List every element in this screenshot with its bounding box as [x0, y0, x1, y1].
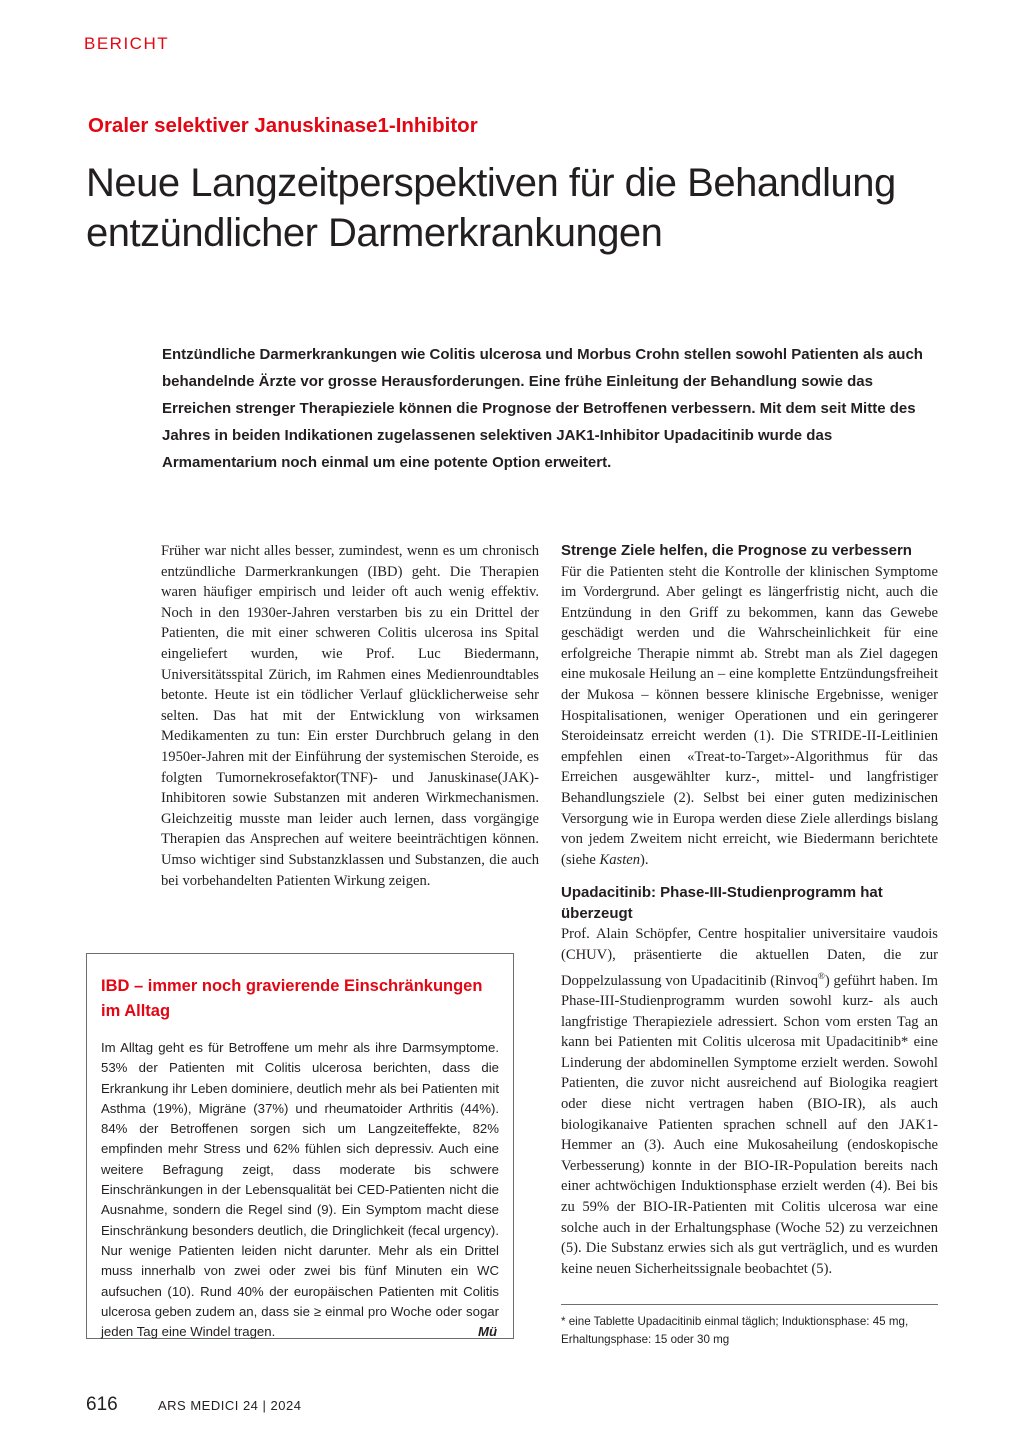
article-kicker: Oraler selektiver Januskinase1-Inhibitor [88, 114, 478, 137]
section2-heading: Upadacitinib: Phase-III-Studienprogramm hat überzeugt [561, 884, 883, 922]
section-rubric: BERICHT [84, 34, 170, 53]
article-headline: Neue Langzeitperspektiven für die Behandlung entzündlicher Darmerkrankungen [86, 161, 896, 255]
section2-body-text-cont: ) geführt haben. Im Phase-III-Studienprogramm wurden sowohl kurz- als auch langfristige Therapieziele adressiert. Schon vom ersten Tag an kann bei Patienten mit Colitis ulcerosa mit Upadacitinib* eine Linderung der abdominellen Symptome erzielt werden. Sowohl Patienten, die zuvor nicht ausreichend auf Biologika reagiert oder diese nicht vertragen haben (BIO-IR), als auch biologikanaive Patienten sprachen schnell auf den JAK1-Hemmer an (3). Auch eine Mukosaheilung (endoskopische Verbesserung) konnte in der BIO-IR-Population bereits nach einer achtwöchigen Induktionsphase erzielt werden (4). Bei bis zu 59% der BIO-IR-Patienten mit Colitis ulcerosa war eine solche auch in der Erhaltungsphase (Woche 52) zu verzeichnen (5). Die Substanz erwies sich als gut verträglich, und es wurden keine neuen Sicherheitssignale beobachtet (5). [561, 972, 938, 1277]
author-signature: Mü [477, 1324, 497, 1340]
registered-mark: ® [818, 970, 825, 981]
footnote-divider [561, 1304, 938, 1305]
section2-body-text: Prof. Alain Schöpfer, Centre hospitalier universitaire vaudois (CHUV), präsentierte die aktuellen Daten, die zur Doppelzulassung von Upadacitinib (Rinvoq [561, 926, 938, 989]
intro-paragraph: Früher war nicht alles besser, zumindest, wenn es um chronisch entzündliche Darmerkrankungen (IBD) geht. Die Therapien waren häufiger empirisch und leider oft auch wenig effektiv. Noch in den 1930er-Jahren verstarben bis zu ein Drittel der Patienten, die mit einer schweren Colitis ulcerosa ins Spital eingeliefert wurden, wie Prof. Luc Biedermann, Universitätsspital Zürich, im Rahmen eines Medienroundtables betonte. Heute ist ein tödlicher Verlauf glücklicherweise sehr selten. Das hat mit der Entwicklung von wirksamen Medikamenten zu tun: Ein erster Durchbruch gelang in den 1950er-Jahren mit der Einführung der systemischen Steroide, es folgten Tumornekrosefaktor(TNF)- und Januskinase(JAK)-Inhibitoren sowie Substanzen mit anderen Wirkmechanismen. Gleichzeitig musste man leider auch lernen, dass vorgängige Therapien das Ansprechen auf weitere beeinträchtigen können. Umso wichtiger sind Substanzklassen und Substanzen, die auch bei vorbehandelten Patienten Wirkung zeigen. [161, 543, 539, 889]
section1-body-end: ). [640, 851, 649, 868]
journal-footer: ARS MEDICI 24 | 2024 [158, 1398, 302, 1413]
article-lead: Entzündliche Darmerkrankungen wie Colitis ulcerosa und Morbus Crohn stellen sowohl Patienten als auch behandelnde Ärzte vor grosse Herausforderungen. Eine frühe Einleitung der Behandlung sowie das Erreichen strenger Therapieziele können die Prognose der Betroffenen verbessern. Mit dem seit Mitte des Jahres in beiden Indikationen zugelassenen selektiven JAK1-Inhibitor Upadacitinib wurde das Armamentarium noch einmal um eine potente Option erweitert. [162, 346, 923, 471]
section2-body [561, 924, 938, 1279]
info-box-title: IBD – immer noch gravierende Einschränkungen im Alltag [101, 977, 483, 1020]
section1-body [561, 562, 938, 871]
footnote: * eine Tablette Upadacitinib einmal täglich; Induktionsphase: 45 mg, Erhaltungsphase: 15 oder 30 mg [561, 1315, 909, 1346]
section1-box-reference: Kasten [599, 851, 641, 868]
right-column [561, 541, 938, 1279]
info-box-text: Im Alltag geht es für Betroffene um mehr als ihre Darmsymptome. 53% der Patienten mit Colitis ulcerosa berichten, dass die Erkrankung ihr Leben dominiere, deutlich mehr als bei Patienten mit Asthma (19%), Migräne (37%) und rheumatoider Arthritis (44%). 84% der Betroffenen sorgen sich um Langzeiteffekte, 82% empfinden mehr Stress und 62% fühlen sich depressiv. Auch eine weitere Befragung zeigt, dass moderate bis schwere Einschränkungen in der Lebensqualität bei CED-Patienten nicht die Ausnahme, sondern die Regel sind (9). Ein Symptom macht diese Einschränkung besonders deutlich, die Dringlichkeit (fecal urgency). Nur wenige Patienten leiden nicht darunter. Mehr als ein Drittel muss innerhalb von zwei oder zwei bis fünf Minuten ein WC aufsuchen (10). Rund 40% der europäischen Patienten mit Colitis ulcerosa geben zudem an, dass sie ≥ einmal pro Woche oder sogar jeden Tag eine Windel tragen. [101, 1040, 499, 1340]
info-box [86, 953, 514, 1339]
page-number: 616 [86, 1394, 118, 1415]
section1-body-text: Für die Patienten steht die Kontrolle der klinischen Symptome im Vordergrund. Aber gelingt es längerfristig nicht, auch die Entzündung in den Griff zu bekommen, kann das Gewebe geschädigt werden und die Wahrscheinlichkeit für eine erfolgreiche Therapie nimmt ab. Strebt man als Ziel dagegen eine mukosale Heilung an – eine komplette Entzündungsfreiheit der Mukosa – können bessere klinische Ergebnisse, weniger Hospitalisationen, weniger Operationen und ein geringerer Steroideinsatz erreicht werden (1). Die STRIDE-II-Leitlinien empfehlen einen «Treat-to-Target»-Algorithmus für das Erreichen ausgewählter kurz-, mittel- und langfristiger Behandlungsziele (2). Selbst bei einer guten medizinischen Versorgung wie in Europa werden diese Ziele allerdings bislang von jedem Zweitem nicht erreicht, wie Biedermann berichtete (siehe [561, 563, 938, 868]
info-box-body [101, 1038, 499, 1342]
section1-heading: Strenge Ziele helfen, die Prognose zu verbessern [561, 542, 912, 559]
